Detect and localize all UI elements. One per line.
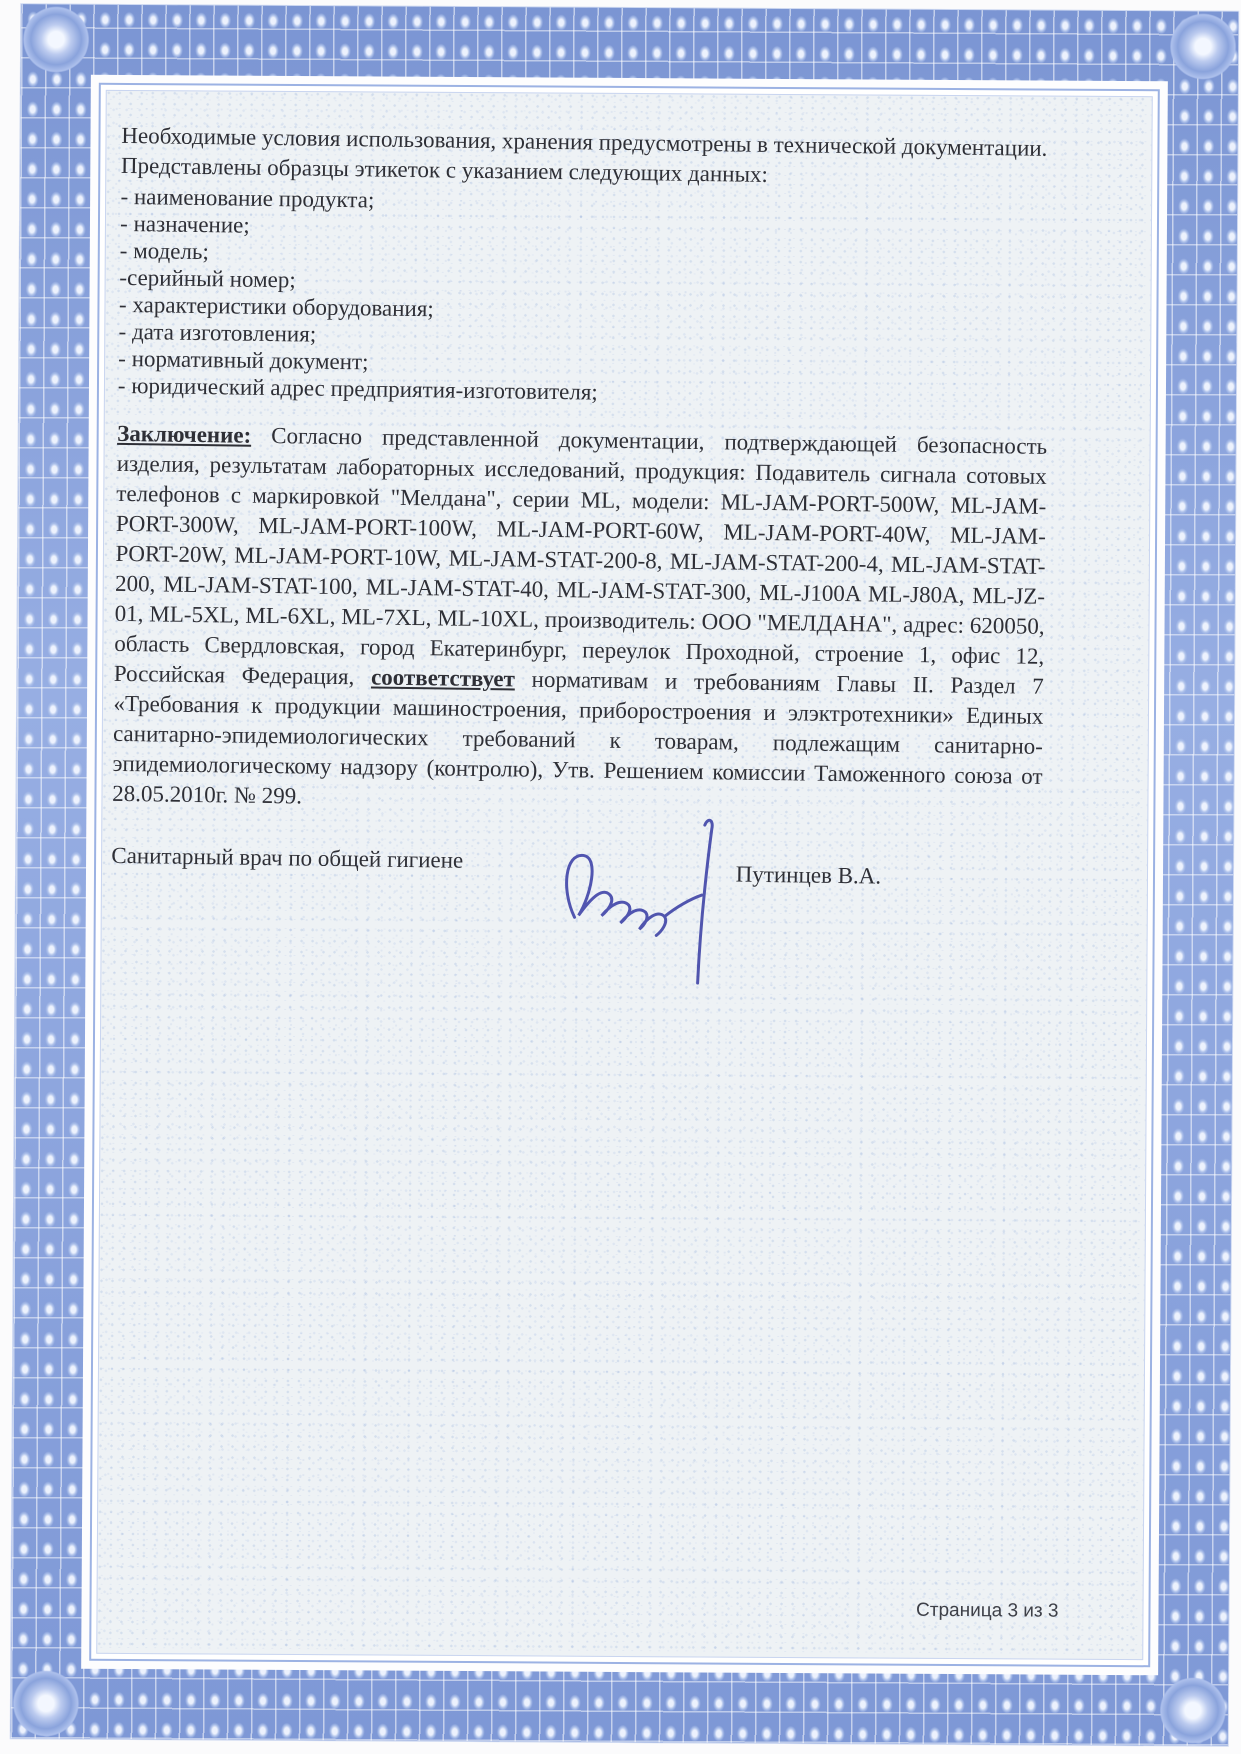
list-item: - дата изготовления; [118, 318, 317, 347]
list-item: -серийный номер; [119, 264, 296, 293]
paragraph-labels-intro: Представлены образцы этикеток с указанием следующих данных: [120, 152, 769, 187]
list-item: - характеристики оборудования; [118, 291, 434, 322]
signature-handwriting-icon [539, 809, 772, 1002]
list-item: - нормативный документ; [118, 345, 369, 375]
conclusion-text-2: нормативам и требованиям Главы II. Раздел 7 «Требования к продукции машиностроения, приборостроения и элэктротехники» Единых санитарно-эпидемиологических требований к товарам, подлежащим санитарно-эпидемиологическому надзору (контролю), Утв. Решением комиссии Таможенного союза от 28.05.2010г. № 299. [112, 666, 1044, 809]
paragraph-conclusion [112, 419, 1047, 822]
signature-row [111, 843, 1041, 892]
list-item: - юридический адрес предприятия-изготовителя; [117, 372, 598, 405]
conclusion-text-1: Согласно представленной документации, подтверждающей безопасность изделия, результатам лабораторных исследований, продукция: Подавитель сигнала сотовых телефонов с маркировкой "Мелдана", серии ML, модели: ML-JAM-PORT-500W, ML-JAM-PORT-300W, ML-JAM-PORT-100W, ML-JAM-PORT-60W, ML-JAM-PORT-40W, ML-JAM-PORT-20W, ML-JAM-PORT-10W, ML-JAM-STAT-200-8, ML-JAM-STAT-200-4, ML-JAM-STAT-200, ML-JAM-STAT-100, ML-JAM-STAT-40, ML-JAM-STAT-300, ML-J100A ML-J80A, ML-JZ-01, ML-5XL, ML-6XL, ML-7XL, ML-10XL, производитель: ООО "МЕЛДАНА", адрес: 620050, область Свердловская, город Екатеринбург, переулок Проходной, строение 1, офис 12, Российская Федерация, [113, 422, 1048, 690]
conclusion-label: Заключение: [117, 420, 252, 448]
corner-rosette-icon [23, 6, 89, 72]
paragraph-conditions: Необходимые условия использования, хранения предусмотрены в технической документации. [121, 122, 1048, 161]
signer-name: Путинцев В.А. [735, 861, 882, 889]
corner-rosette-icon [13, 1670, 79, 1736]
label-data-list [118, 183, 1051, 412]
page-number: Страница 3 из 3 [916, 1599, 1059, 1622]
list-item: - назначение; [119, 210, 250, 238]
scanned-page [11, 4, 1239, 1745]
list-item: - наименование продукта; [120, 183, 375, 213]
paper-texture [96, 90, 1153, 1660]
conclusion-emphasis: соответствует [370, 664, 516, 692]
signer-role: Санитарный врач по общей гигиене [111, 842, 464, 873]
list-item: - модель; [119, 237, 210, 265]
certificate-paper [89, 83, 1160, 1667]
corner-rosette-icon [1160, 1677, 1226, 1743]
document-content [111, 121, 1051, 892]
inner-frame [81, 75, 1168, 1676]
corner-rosette-icon [1170, 13, 1236, 79]
